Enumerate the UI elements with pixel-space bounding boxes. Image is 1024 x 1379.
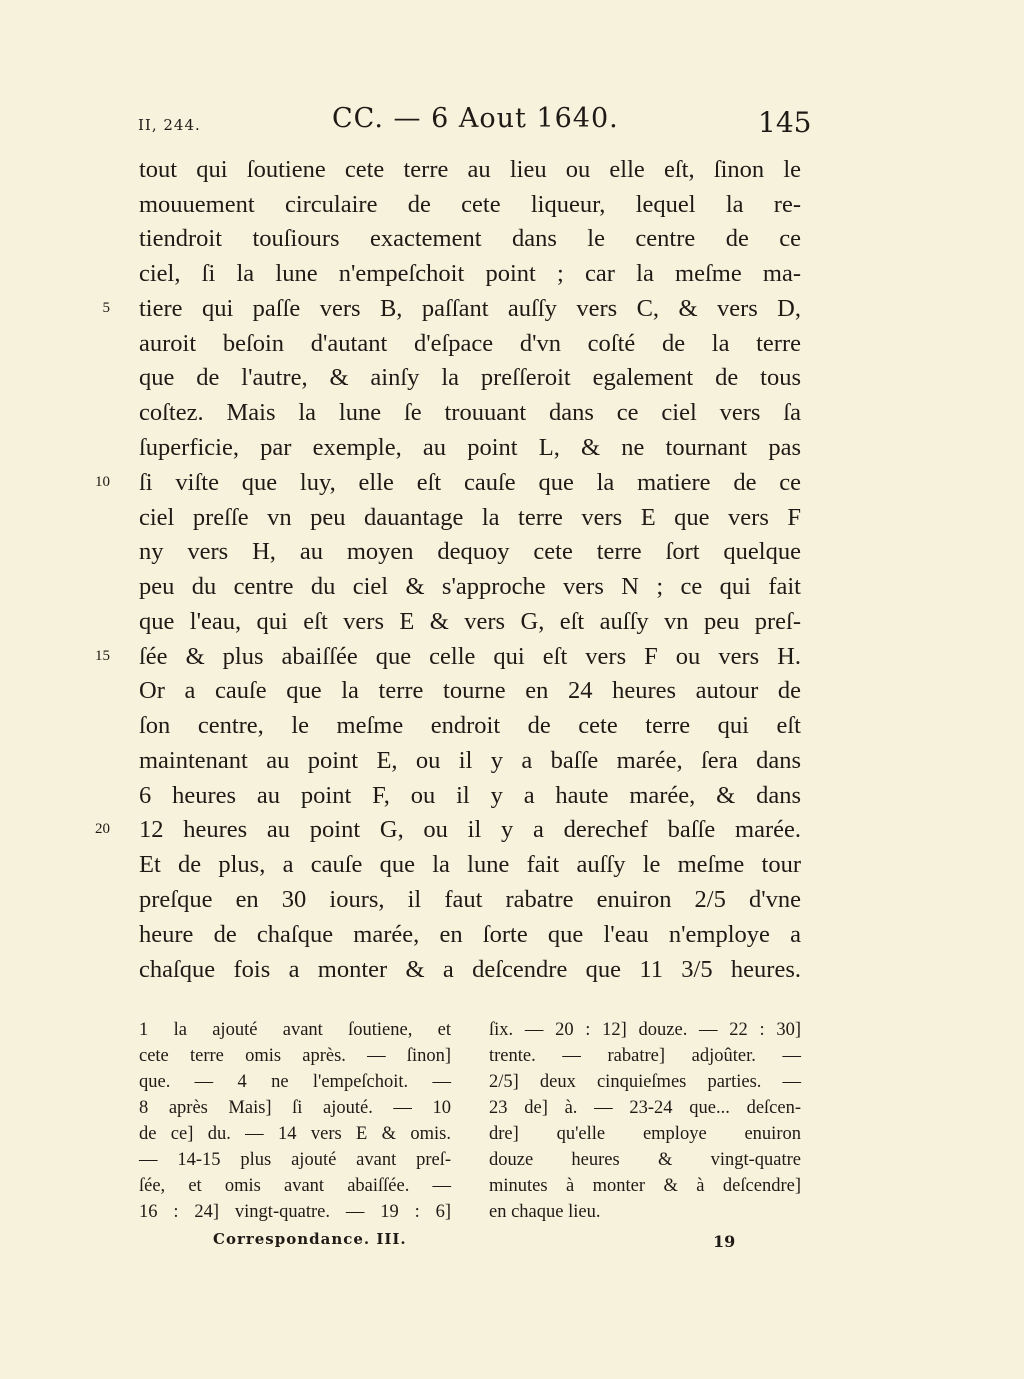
note-line: minutes à monter & à deſcendre] (489, 1176, 801, 1196)
note-line: trente. — rabatre] adjoûter. — (489, 1046, 801, 1066)
text-line: ny vers H, au moyen dequoy cete terre ſort quelque (139, 538, 801, 565)
line-number: 20 (95, 821, 110, 837)
note-line: douze heures & vingt-quatre (489, 1150, 801, 1170)
note-line: en chaque lieu. (489, 1202, 601, 1222)
text-line: peu du centre du ciel & s'approche vers N ; ce qui fait (139, 573, 801, 600)
text-line: que de l'autre, & ainſy la preſſeroit egalement de tous (139, 364, 801, 391)
note-line: ſée, et omis avant abaiſſée. — (139, 1176, 451, 1196)
text-line: ſi viſte que luy, elle eſt cauſe que la matiere de ce (139, 469, 801, 496)
sheet-number: 19 (713, 1232, 736, 1251)
text-line: ſée & plus abaiſſée que celle qui eſt vers F ou vers H. (139, 643, 801, 670)
signature-mark: Correspondance. III. (213, 1230, 407, 1248)
line-number: 10 (95, 474, 110, 490)
text-line: ſon centre, le meſme endroit de cete terre qui eſt (139, 712, 801, 739)
text-line: tiendroit touſiours exactement dans le centre de ce (139, 225, 801, 252)
text-line: tout qui ſoutiene cete terre au lieu ou elle eſt, ſinon le (139, 156, 801, 183)
text-line: Or a cauſe que la terre tourne en 24 heures autour de (139, 677, 801, 704)
text-line: mouuement circulaire de cete liqueur, lequel la re- (139, 191, 801, 218)
text-line: heure de chaſque marée, en ſorte que l'eau n'employe a (139, 921, 801, 948)
line-number: 15 (95, 648, 110, 664)
text-line: tiere qui paſſe vers B, paſſant auſſy vers C, & vers D, (139, 295, 801, 322)
note-line: — 14-15 plus ajouté avant preſ- (139, 1150, 451, 1170)
text-line: preſque en 30 iours, il faut rabatre enuiron 2/5 d'vne (139, 886, 801, 913)
note-line: de ce] du. — 14 vers E & omis. (139, 1124, 451, 1144)
note-line: 2/5] deux cinquieſmes parties. — (489, 1072, 801, 1092)
text-line: coſtez. Mais la lune ſe trouuant dans ce ciel vers ſa (139, 399, 801, 426)
running-title: CC. — 6 Aout 1640. (332, 103, 619, 134)
note-line: 16 : 24] vingt-quatre. — 19 : 6] (139, 1202, 451, 1222)
text-line: ſuperficie, par exemple, au point L, & ne tournant pas (139, 434, 801, 461)
text-line: ciel, ſi la lune n'empeſchoit point ; car la meſme ma- (139, 260, 801, 287)
note-line: cete terre omis après. — ſinon] (139, 1046, 451, 1066)
text-line: auroit beſoin d'autant d'eſpace d'vn coſté de la terre (139, 330, 801, 357)
page-number: 145 (758, 106, 812, 139)
note-line: que. — 4 ne l'empeſchoit. — (139, 1072, 451, 1092)
text-line: 12 heures au point G, ou il y a derechef baſſe marée. (139, 816, 801, 843)
note-line: 8 après Mais] ſi ajouté. — 10 (139, 1098, 451, 1118)
note-line: dre] qu'elle employe enuiron (489, 1124, 801, 1144)
text-line: que l'eau, qui eſt vers E & vers G, eſt auſſy vn peu preſ- (139, 608, 801, 635)
note-line: 1 la ajouté avant ſoutiene, et (139, 1020, 451, 1040)
line-number: 5 (102, 300, 110, 316)
text-line: maintenant au point E, ou il y a baſſe marée, ſera dans (139, 747, 801, 774)
note-line: 23 de] à. — 23-24 que... deſcen- (489, 1098, 801, 1118)
volume-reference: II, 244. (138, 116, 201, 134)
text-line: 6 heures au point F, ou il y a haute marée, & dans (139, 782, 801, 809)
text-line: chaſque fois a monter & a deſcendre que 11 3/5 heures. (139, 956, 801, 983)
text-line: ciel preſſe vn peu dauantage la terre vers E que vers F (139, 504, 801, 531)
note-line: ſix. — 20 : 12] douze. — 22 : 30] (489, 1020, 801, 1040)
text-line: Et de plus, a cauſe que la lune fait auſſy le meſme tour (139, 851, 801, 878)
